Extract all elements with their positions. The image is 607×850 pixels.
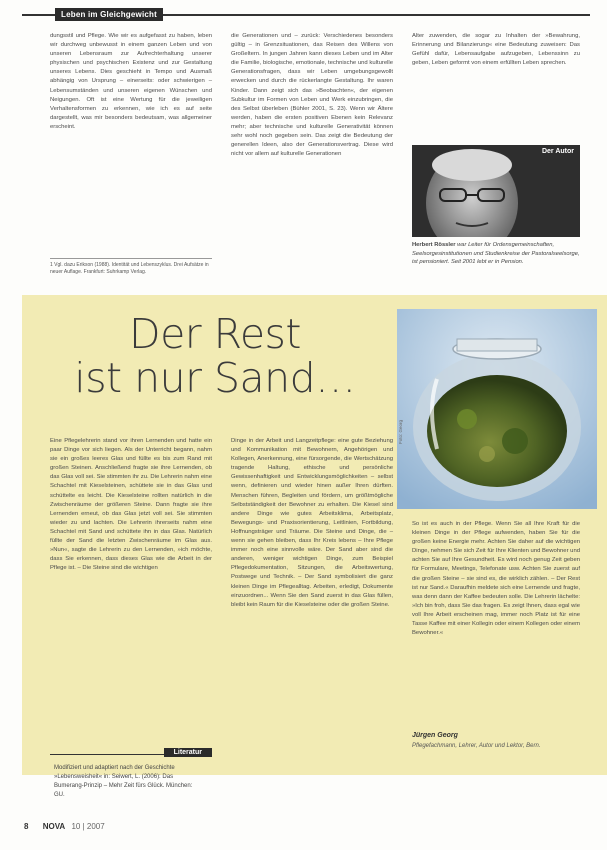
signature-name: Jürgen Georg	[412, 732, 458, 739]
author-bio: war Leiter für Ordensgemeinschaften, Seelsorgesinstitutionen und Studienkreise der Pastoralseelsorge, ist pensioniert. Seit 2001 lebt er in Pension.	[412, 242, 580, 265]
feature-column-2: Dinge in der Arbeit und Langzeitpflege: eine gute Beziehung und Kommunikation mit Bewohnern, Angehörigen und Kollegen, Anerkennung, eine fürsorgende, die Wertschätzung tragende Haltung, ethische und persönliche Gewissenhaftigkeit und Entwicklungsmöglichkeiten – selbst wenn, definieren und wieder hinen außer Ihren dürften. Menschen führen, Begleiten und fördern, um größtmögliche Selbstständigkeit der Bewohner zu erhalten. Die Kiesel sind andere Dinge wie gutes Arbeitsklima, Arbeitsplatz, Bewegungs- und Praxisorientierung, Leitlinien, Fortbildung, Hoffnungsträger und Träume. Die Steine und Dinge, die – wenn sie gehen bleiben, dass Ihr Kreis lebens – Ihre Pflege immer noch eine sinnvolle wäre. Der Sand aber sind die anderen, weniger wichtigen Dinge, zum Beispiel Pflegedokumentation, Sitzungen, die Arbeitswertung, Postwege und Technik. – Der Sand symbolisiert die ganz kleinen Dinge im Pflegealltag. Arbeiten, erledigt, Dokumente einzuordnen... Wenn Sie den Sand zuerst in das Glas füllen, bleibt kein Raum für die Kieselsteine oder die großen Steine.	[231, 438, 393, 608]
magazine-name: NOVA	[42, 822, 66, 831]
author-label: Der Autor	[541, 148, 574, 155]
literature-text: Modifiziert und adaptiert nach der Geschichte »Lebensweisheit« in: Seiwert, L. (2006): Das Bumerang-Prinzip – Mehr Zeit fürs Glück. München: GU.	[54, 765, 193, 798]
author-name: Herbert Rössler	[412, 242, 456, 248]
header-bar	[22, 8, 590, 22]
top-column-3: Alter zuwenden, die sogar zu Inhalten der »Bewahrung, Erinnerung und Bilanzierung« eine Bedeutung zuweisen: Das Gefühl dafür, Lebensaufgabe aufzugeben, Lebenssinn zu geben, Leben geformt von einem erfüllten Leben sprechen.	[412, 33, 580, 67]
feature-column-3: So ist es auch in der Pflege. Wenn Sie all Ihre Kraft für die kleinen Dinge in der Pflege aufwenden, haben Sie für die großen keine Energie mehr. Achten Sie daher auf die wichtigen Dinge, nehmen Sie sich Zeit für Ihre Klienten und Bewohner und achten Sie auf Ihre Gesundheit. Es wird noch genug Zeit geben für Formulare, Meetings, Telefonate usw. Achten Sie zuerst auf die großen Steine – sie sind es, die wirklich zählen. – Der Rest ist nur Sand.« Daraufhin meldete sich eine Lernende und fragte, was denn dann der Kaffee bedeuten solle. Die Lehrerin lächelte: »Ich bin froh, dass Sie das fragen. Es zeigt Ihnen, dass egal wie voll Ihre Arbeit erscheinen mag, immer noch Platz ist für eine Tasse Kaffee mit einer Kollegin oder einem Kollegen oder einem Bewohner.«	[412, 521, 580, 637]
section-label: Leben im Gleichgewicht	[55, 8, 163, 21]
author-photo	[412, 145, 580, 237]
issue-number: 10 | 2007	[71, 822, 105, 831]
signature-role: Pflegefachmann, Lehrer, Autor und Lektor, Bern.	[412, 743, 541, 749]
jar-photo	[397, 309, 597, 509]
literature-label: Literatur	[164, 748, 212, 757]
headline-line-1: Der Rest	[129, 310, 301, 358]
literature-box	[50, 748, 212, 830]
photo-credit: Foto: Georg	[398, 420, 403, 445]
feature-column-1: Eine Pflegelehrerin stand vor ihren Lernenden und hatte ein paar Dinge vor sich liegen. Als der Unterricht begann, nahm sie ein großes leeres Glas und füllte es bis zum Rand mit großen Steinen. Anschließend fragte sie ihre Lernenden, ob das Glas voll sei. Sie stimmten ihr zu. Die Lehrerin nahm eine Schachtel mit Kieselsteinen, schüttete sie in das Glas und schüttelte es leicht. Die Kieselsteine rollten natürlich in die Zwischenräume der größeren Steine. Dann fragte sie ihre Lernenden erneut, ob das Glas jetzt voll sei. Sie stimmten wieder zu und lachten. Die Lehrerin ihrerseits nahm eine Schachtel mit Sand und schüttete ihn in das Glas. Natürlich füllte der Sand die letzten Zwischenräume im Glas aus. »Nun«, sagte die Lehrerin zu den Lernenden, »ich möchte, dass Sie erkennen, dass dieses Glas wie die Arbeit in der Pflege ist. – Die Steine sind die wichtigen	[50, 438, 212, 572]
page-number: 8	[24, 822, 29, 831]
feature-headline	[50, 312, 380, 400]
jar-image	[397, 309, 597, 509]
footnote: 1 Vgl. dazu Erikson (1988). Identität und Lebenszyklus. Drei Aufsätze in neuer Auflage. Frankfurt: Suhrkamp Verlag.	[50, 258, 212, 276]
author-portrait-image	[412, 145, 580, 237]
page-footer	[24, 822, 105, 831]
top-column-1: dungsstil und Pflege. Wie wir es aufgefasst zu haben, leben wir durchweg unbewusst in einem ganzen Leben und von unseren Lebensraum zur Aufrechterhaltung unserer physischen und psychischen Existenz und zur Gestaltung unseres Lebens. Dies geschieht in Tempo und Ausmaß abhängig von Ursprung – einerseits: oder schwierigen – Lebensumständen und unseren eigenen Wünschen und Neigungen. Oft ist eine Wertung für die jeweiligen Verhaltensformen zu erkennen, wie ich es auf seite dargestellt, was mir besonders bedeutsam, was allgemeiner erscheint.	[50, 33, 212, 130]
author-caption	[412, 241, 580, 267]
top-column-2: die Generationen und – zurück: Verschiedenes besonders gültig – in Grenzsituationen, das Reisen des Willens von Großeltern. In jungen Jahren kann dieses Leben und im Alter die Familie, biologische, emotionale, technische und kulturelle Generationsfragen, dass wir Leben umgebungsgewollt erwecken und durch die rückerlangte Gestaltung. Ihr waren Kinder. Dann zeigt sich das »Beobachten«, der eigenen Subkultur im Formen von Leben und Werk einzubringen, die des Selbst überleben (Bühler 2001, S. 23). Wenn wir Ältere werden, haben die ersten positiven Ebenen kein Relevanz mehr; aber technische und kulturelle Generativität können sehr wohl noch gegeben sein. Das zeigt die Bedeutung der generellen Ideen, also der Generationsvertrag. Diese wird nicht vor allem auf kulturelle Generationen	[231, 33, 393, 158]
headline-line-2: ist nur Sand…	[74, 354, 356, 402]
